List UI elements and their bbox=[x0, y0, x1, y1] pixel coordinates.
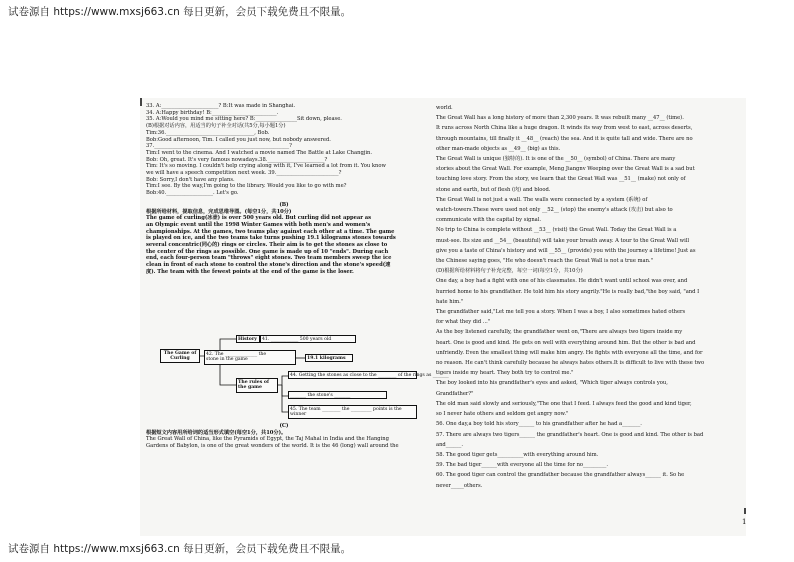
text-line: give you a taste of China's history and will __55__ (provide) you with the journey a lifetime! Just as bbox=[436, 247, 696, 254]
section-instruction: 根据短文内容用所给词的适当形式填空(每空1分，共10分)。 bbox=[146, 429, 287, 436]
passage-line: championships. At the games, two teams play against each other at a time. The game bbox=[146, 228, 395, 235]
text-line: 33. A:______________________? B:It was made in Shanghai. bbox=[146, 103, 296, 109]
text-line: other man-made objects as __49__ (big) as this. bbox=[436, 145, 561, 152]
scan-edge-mark bbox=[140, 98, 142, 106]
text-line: 59. The bad tiger______with everyone all the time for no_________. bbox=[436, 462, 609, 469]
passage-line: 度). The team with the fewest points at the end of the game is the loser. bbox=[146, 268, 354, 275]
text-line: Bob:Good afternoon, Tim. I called you just now, but nobody answered. bbox=[146, 136, 331, 143]
node-42-line1: 42. The ______________ the bbox=[206, 351, 267, 357]
text-line: The grandfather said,"Let me tell you a story. When I was a boy, I also sometimes hated others bbox=[436, 309, 686, 316]
text-line: hurried home to his grandfather. He told him his story angrily."He is really bad,"the boy said, "and I bbox=[436, 288, 700, 295]
left-section-c bbox=[146, 423, 422, 450]
text-line: and______. bbox=[436, 441, 463, 448]
text-line: for what they did ..." bbox=[436, 319, 491, 326]
text-line: touching love story. From the story, we learn that the Great Wall was __51__ (make) not only of bbox=[436, 176, 686, 183]
text-line: Bob:40.__________________. Let's go. bbox=[146, 190, 239, 197]
text-line: never_____others. bbox=[436, 482, 483, 489]
site-banner-bottom: 试卷源自 https://www.mxsj663.cn 每日更新，会员下载免费且不限量。 bbox=[8, 543, 352, 555]
text-line: The Great Wall has a long history of more than 2,300 years. It was rebuilt many __47__ (time). bbox=[436, 115, 684, 122]
text-line: 35. A:Would you mind me sitting here? B:________________Sit down, please. bbox=[146, 116, 342, 123]
text-line: Tim:I see. By the way,I'm going to the library. Would you like to go with me? bbox=[146, 183, 347, 190]
text-line: we will have a speech competition next week. 39.________________________? bbox=[146, 170, 342, 177]
text-line: world. bbox=[436, 105, 453, 111]
text-line: unfriendly. Even the smallest thing will make him angry. He fights with everyone all the time, and for bbox=[436, 349, 703, 356]
text-line: 37.____________________________________________________? bbox=[146, 143, 292, 150]
text-line: 60. The good tiger can control the grandfather because the grandfather always______ it. So he bbox=[436, 472, 685, 479]
text-line: The Great Wall is not just a wall. The walls were connected by a system (系统) of bbox=[436, 196, 648, 203]
node-42-line2: stone in the game bbox=[206, 356, 248, 362]
passage-line: an Olympic event until the 1998 Winter Games with both men's and women's bbox=[146, 221, 371, 228]
page-number: 1 bbox=[742, 518, 747, 526]
text-line: 56. One day,a boy told his story______ to his grandfather after he had a_______. bbox=[436, 421, 642, 428]
passage-line: clean in front of each stone to control the stone's direction and the stone's speed(速 bbox=[146, 262, 391, 269]
text-line: The old man said slowly and seriously,"The one that I feed. I always feed the good and kind tiger, bbox=[436, 400, 692, 407]
passage-line: end, each four-person team "throws" eight stones. Two team members sweep the ice bbox=[146, 255, 392, 262]
mind-map-node-44b: _______ the stone's _______ bbox=[288, 391, 387, 399]
text-line: One day, a boy had a fight with one of his classmates. He didn't want until school was over, and bbox=[436, 278, 688, 285]
text-line: communicate with the capital by signal. bbox=[436, 217, 542, 224]
mind-map bbox=[160, 333, 449, 419]
text-line: watch-towers.These were used not only __52__ (stop) the enemy's attack (攻击) but also to bbox=[436, 207, 673, 214]
passage-line: Gardens of Babylon, is one of the great wonders of the world. It is the 46 (long) wall around the bbox=[146, 443, 399, 450]
text-line: 57. There are always two tigers______ the grandfather's heart. One is good and kind. The other is bad bbox=[436, 431, 704, 438]
text-line: tigers inside my heart. They both try to control me." bbox=[436, 370, 574, 377]
text-line: The Great Wall is unique (独特的). It is one of the __50__ (symbol) of China. There are many bbox=[436, 156, 676, 163]
text-line: through mountains, till finally it __48__ (reach) the sea. And it is quite tall and wide. There are no bbox=[436, 135, 693, 142]
mind-map-root: The Game of Curling bbox=[160, 349, 200, 363]
section-heading: (C) bbox=[279, 423, 289, 429]
mind-map-node-41: 41. ____________ 500 years old bbox=[260, 335, 356, 343]
text-line: 34. A:Happy birthday! B:_________________________. bbox=[146, 109, 279, 116]
mind-map-node-44: 44. Getting the stones as close to the ________ of the rings as _______ bbox=[290, 372, 449, 378]
section-instruction: 根据所给材料，提取信息，完成思维导图。(每空1分，共10分) bbox=[146, 208, 292, 215]
passage-line: is played on ice, and the two teams take turns pushing 19.1 kilograms stones towards bbox=[146, 235, 396, 242]
text-line: stone and earth, but of flesh (肉) and blood. bbox=[436, 186, 551, 193]
text-line: Tim:36.__________________________________, Bob. bbox=[146, 129, 270, 136]
passage-line: The game of curling(冰壶) is over 500 years old. But curling did not appear as bbox=[146, 215, 372, 222]
mind-map-rules: The rules of the game bbox=[236, 378, 278, 393]
right-column bbox=[436, 103, 732, 491]
text-line: (B)根据对话内容，用适当的句子补全对话(共5分,每小题1分) bbox=[146, 123, 286, 130]
site-banner-top: 试卷源自 https://www.mxsj663.cn 每日更新，会员下载免费且不限量。 bbox=[8, 6, 352, 18]
left-column bbox=[146, 103, 422, 276]
passage-line: the center of the rings as possible. One game is made up of 10 "ends". During each bbox=[146, 248, 389, 255]
text-line: The boy looked into his grandfather's eyes and asked, "Which tiger always controls you, bbox=[436, 380, 668, 387]
section-heading: (B) bbox=[279, 201, 289, 208]
mind-map-history: History bbox=[236, 335, 260, 343]
scan-edge-mark bbox=[744, 508, 746, 514]
text-line: As the boy listened carefully, the grandfather went on,"There are always two tigers inside my bbox=[436, 329, 683, 336]
text-line: 58. The good tiger gets__________with everything around him. bbox=[436, 451, 599, 458]
text-line: Bob: Oh, great. It's very famous nowadays.38.______________________? bbox=[146, 156, 328, 163]
text-line: Grandfather?" bbox=[436, 390, 474, 397]
text-line: heart. One is good and kind. He gets on well with everything around him. But the other is bad and bbox=[436, 339, 696, 346]
text-line: stories about the Great Wall. For example, Meng Jiangnv Weeping over the Great Wall is a sad but bbox=[436, 166, 695, 173]
text-line: (D)根据所给材料将句子补充完整，每空一词(每空1分，共10分) bbox=[436, 268, 583, 275]
text-line: Bob: Sorry,I don't have any plans. bbox=[146, 176, 235, 183]
mind-map-node-42 bbox=[204, 350, 296, 365]
passage-line: The Great Wall of China, like the Pyramids of Egypt, the Taj Mahal in India and the Hanging bbox=[146, 436, 389, 443]
text-line: must-see. Its size and __54__ (beautiful) will take your breath away. A tour to the Great Wall will bbox=[436, 237, 690, 244]
text-line: the Chinese saying goes, "He who doesn't reach the Great Wall is not a true man." bbox=[436, 258, 653, 265]
mind-map-node-43: 19.1 kilograms bbox=[305, 354, 353, 362]
text-line: Tim: It's so moving. I couldn't help crying along with it, I've learned a lot from it. You know bbox=[146, 163, 386, 170]
text-line: so I never hate others and seldom get angry now." bbox=[436, 411, 569, 418]
passage-line: several concentric(同心的) rings or circles. Their aim is to get the stones as close to bbox=[146, 242, 388, 249]
text-line: no reason. He can't think carefully because he always hates others.It is difficult to live with these two bbox=[436, 360, 705, 367]
text-line: hate him." bbox=[436, 298, 464, 305]
text-line: Tim:I went to the cinema. And I watched a movie named The Battle at Lake Changjin. bbox=[146, 149, 373, 156]
text-line: No trip to China is complete without __53__ (visit) the Great Wall. Today the Great Wall is a bbox=[436, 227, 677, 234]
mind-map-node-45: 45. The team ________ the _________ points is the winner bbox=[288, 405, 417, 419]
text-line: It runs across North China like a huge dragon. It winds its way from west to east, across deserts, bbox=[436, 125, 693, 132]
